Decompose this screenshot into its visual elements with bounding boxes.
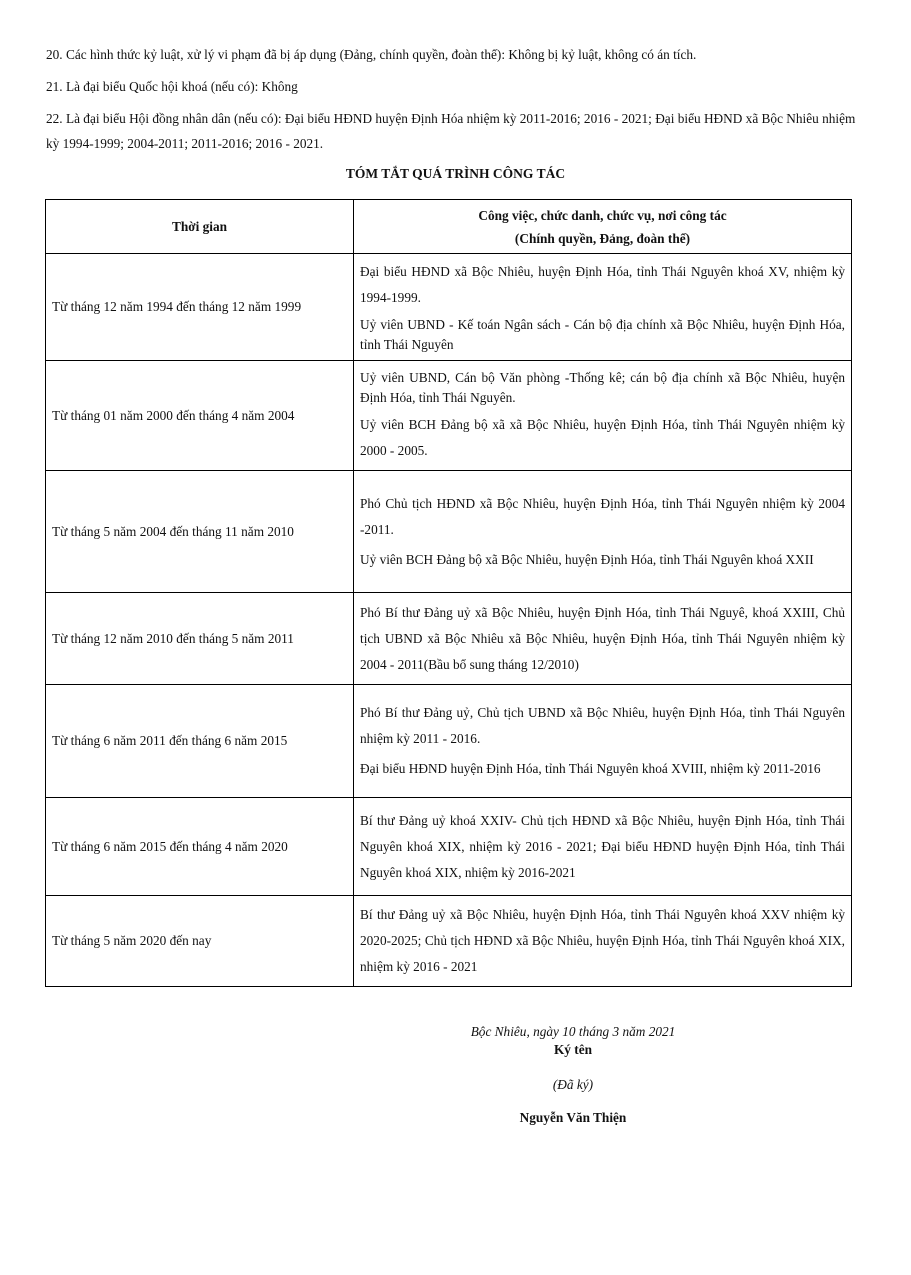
table-row — [46, 593, 852, 685]
work-entry: Phó Chủ tịch HĐND xã Bộc Nhiêu, huyện Định Hóa, tỉnh Thái Nguyên nhiệm kỳ 2004 -2011. — [360, 495, 845, 537]
header-work-line1: Công việc, chức danh, chức vụ, nơi công tác — [478, 207, 727, 223]
signature-status: (Đã ký) — [552, 1077, 594, 1092]
work-entry: Bí thư Đảng uỷ xã Bộc Nhiêu, huyện Định Hóa, tỉnh Thái Nguyên khoá XXV nhiệm kỳ 2020-2025; Chủ tịch HĐND xã Bộc Nhiêu, huyện Định Hóa, tỉnh Thái Nguyên khoá XIX, nhiệm kỳ 2016 - 2021 — [360, 907, 845, 974]
work-description-cell — [354, 361, 852, 471]
work-description-cell — [354, 593, 852, 685]
work-entry: Đại biểu HĐND xã Bộc Nhiêu, huyện Định Hóa, tỉnh Thái Nguyên khoá XV, nhiệm kỳ 1994-1999. — [360, 264, 845, 305]
item-21-national-assembly: 21. Là đại biểu Quốc hội khoá (nếu có): Không — [46, 79, 298, 94]
time-period-cell: Từ tháng 5 năm 2020 đến nay — [46, 896, 354, 987]
header-work — [354, 200, 852, 254]
section-title: TÓM TẮT QUÁ TRÌNH CÔNG TÁC — [345, 166, 566, 181]
item-22-peoples-council: 22. Là đại biểu Hội đồng nhân dân (nếu có): Đại biểu HĐND huyện Định Hóa nhiệm kỳ 2011-2016; 2016 - 2021; Đại biểu HĐND xã Bộc Nhiêu nhiệm kỳ 1994-1999; 2004-2011; 2011-2016; 2016 - 2021. — [46, 111, 856, 151]
table-row — [46, 685, 852, 798]
time-period-cell: Từ tháng 6 năm 2015 đến tháng 4 năm 2020 — [46, 798, 354, 896]
time-period-cell: Từ tháng 5 năm 2004 đến tháng 11 năm 2010 — [46, 471, 354, 593]
work-history-table — [45, 199, 852, 987]
table-row — [46, 254, 852, 361]
work-entry: Phó Bí thư Đảng uỷ xã Bộc Nhiêu, huyện Định Hóa, tỉnh Thái Nguyê, khoá XXIII, Chủ tịch UBND xã Bộc Nhiêu xã Bộc Nhiêu, huyện Định Hóa, tỉnh Thái Nguyên nhiệm kỳ 2004 - 2011(Bầu bổ sung tháng 12/2010) — [360, 604, 845, 672]
work-description-cell — [354, 254, 852, 361]
work-entry: Đại biểu HĐND huyện Định Hóa, tỉnh Thái Nguyên khoá XVIII, nhiệm kỳ 2011-2016 — [360, 761, 821, 776]
work-entry: Bí thư Đảng uỷ khoá XXIV- Chủ tịch HĐND xã Bộc Nhiêu, huyện Định Hóa, tỉnh Thái Nguyên khoá XIX, nhiệm kỳ 2016 - 2021; Đại biểu HĐND huyện Định Hóa, tỉnh Thái Nguyên khoá XIX, nhiệm kỳ 2016-2021 — [360, 812, 845, 880]
time-period-cell: Từ tháng 12 năm 1994 đến tháng 12 năm 1999 — [46, 254, 354, 361]
header-work-line2: (Chính quyền, Đảng, đoàn thể) — [514, 230, 691, 246]
work-entry: Uỷ viên UBND, Cán bộ Văn phòng -Thống kê; cán bộ địa chính xã Bộc Nhiêu, huyện Định Hóa, tỉnh Thái Nguyên. — [360, 369, 845, 405]
work-entry: Phó Bí thư Đảng uỷ, Chủ tịch UBND xã Bộc Nhiêu, huyện Định Hóa, tỉnh Thái Nguyên nhiệm kỳ 2011 - 2016. — [360, 705, 845, 746]
work-description-cell — [354, 896, 852, 987]
item-20-discipline: 20. Các hình thức kỷ luật, xử lý vi phạm đã bị áp dụng (Đảng, chính quyền, đoàn thể): Không bị kỷ luật, không có án tích. — [46, 47, 697, 62]
table-row — [46, 471, 852, 593]
signature-label: Ký tên — [553, 1042, 593, 1057]
work-description-cell — [354, 471, 852, 593]
signature-place-date: Bộc Nhiêu, ngày 10 tháng 3 năm 2021 — [470, 1024, 676, 1039]
table-row — [46, 361, 852, 471]
work-description-cell — [354, 798, 852, 896]
work-entry: Uỷ viên BCH Đảng bộ xã xã Bộc Nhiêu, huyện Định Hóa, tỉnh Thái Nguyên nhiệm kỳ 2000 - 2005. — [360, 416, 845, 458]
work-entry: Uỷ viên BCH Đảng bộ xã Bộc Nhiêu, huyện Định Hóa, tỉnh Thái Nguyên khoá XXII — [360, 551, 814, 567]
table-row — [46, 896, 852, 987]
time-period-cell: Từ tháng 12 năm 2010 đến tháng 5 năm 2011 — [46, 593, 354, 685]
time-period-cell: Từ tháng 6 năm 2011 đến tháng 6 năm 2015 — [46, 685, 354, 798]
header-time: Thời gian — [46, 200, 354, 254]
table-row — [46, 798, 852, 896]
signer-name: Nguyễn Văn Thiện — [519, 1110, 627, 1125]
work-entry: Uỷ viên UBND - Kế toán Ngân sách - Cán bộ địa chính xã Bộc Nhiêu, huyện Định Hóa, tỉnh Thái Nguyên — [360, 317, 845, 352]
work-description-cell — [354, 685, 852, 798]
table-header-row — [46, 200, 852, 254]
time-period-cell: Từ tháng 01 năm 2000 đến tháng 4 năm 2004 — [46, 361, 354, 471]
